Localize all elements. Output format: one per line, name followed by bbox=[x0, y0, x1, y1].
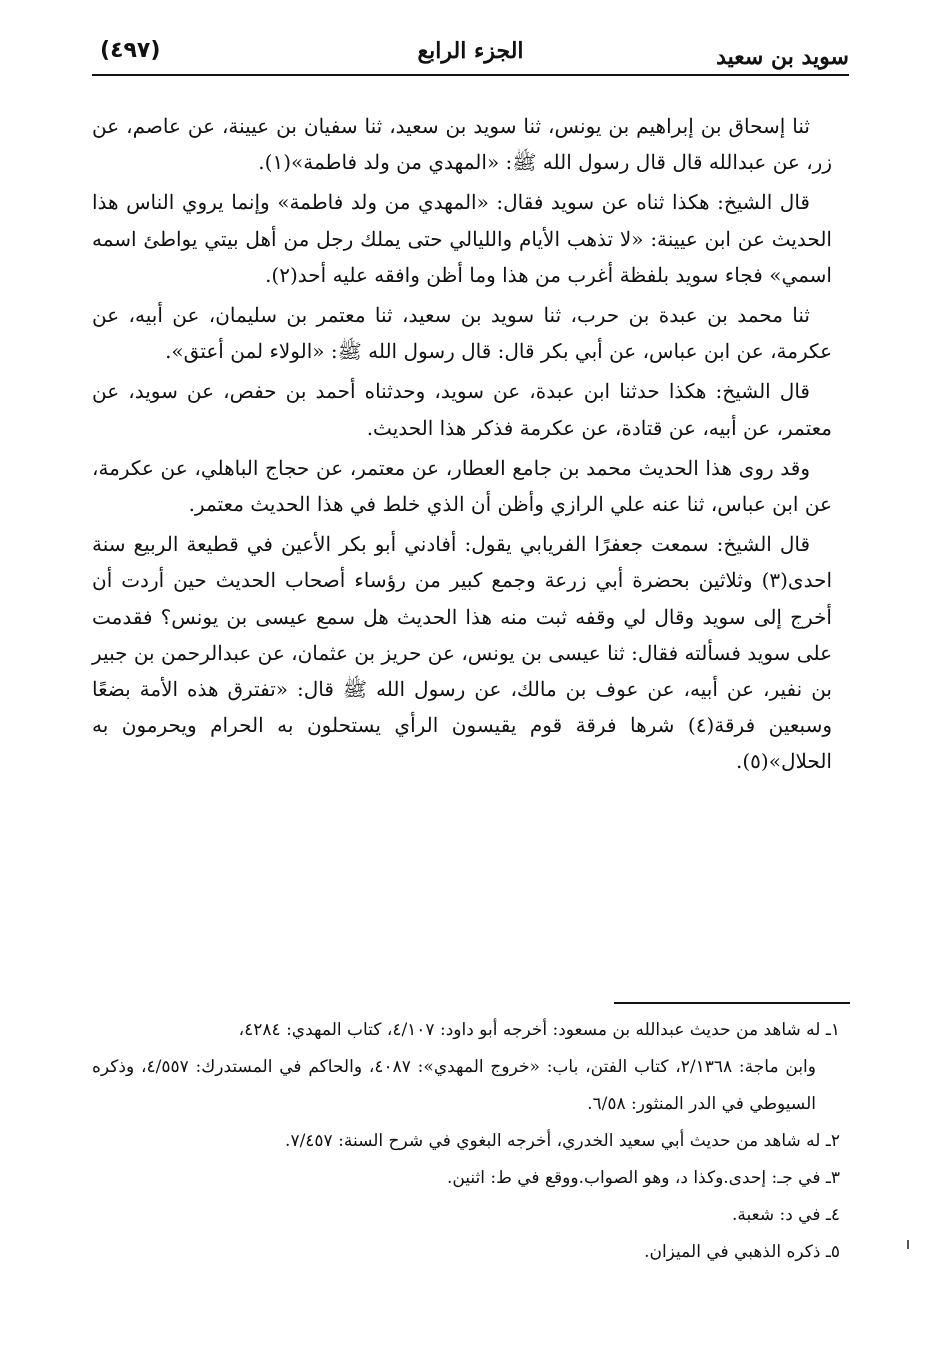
footnote-continuation: وابن ماجة: ٢/١٣٦٨، كتاب الفتن، باب: «خروج المهدي»: ٤٠٨٧، والحاكم في المستدرك: ٤/٥٥٧، وذكره السيوطي في الدر المنثور: ٦/٥٨. bbox=[92, 1057, 816, 1114]
paragraph: قال الشيخ: هكذا ثناه عن سويد فقال: «المهدي من ولد فاطمة» وإنما يروي الناس هذا الحديث عن ابن عيينة: «لا تذهب الأيام والليالي حتى يملك رجل من أهل بيتي يواطئ اسمه اسمي» فجاء سويد بلفظة أغرب من هذا وما أظن وافقه عليه أحد(٢). bbox=[92, 190, 832, 287]
scan-edge-mark bbox=[907, 1240, 909, 1249]
paragraph: ثنا محمد بن عبدة بن حرب، ثنا سويد بن سعيد، ثنا معتمر بن سليمان، عن أبيه، عن عكرمة، عن ابن عباس، عن أبي بكر قال: قال رسول الله ﷺ: «الولاء لمن أعتق». bbox=[92, 303, 832, 364]
paragraph: ثنا إسحاق بن إبراهيم بن يونس، ثنا سويد بن سعيد، ثنا سفيان بن عيينة، عن عاصم، عن زر، عن عبدالله قال قال رسول الله ﷺ: «المهدي من ولد فاطمة»(١). bbox=[92, 114, 832, 175]
footnote: ٣ـ في جـ: إحدى.وكذا د، وهو الصواب.ووقع في ط: اثنين. bbox=[446, 1168, 840, 1188]
footnote: ٤ـ في د: شعبة. bbox=[731, 1205, 840, 1225]
footnotes bbox=[92, 1012, 840, 1271]
footnote-divider bbox=[614, 1002, 850, 1004]
paragraph: وقد روى هذا الحديث محمد بن جامع العطار، عن معتمر، عن حجاج الباهلي، عن عكرمة، عن ابن عباس، ثنا عنه علي الرازي وأظن أن الذي خلط في هذا الحديث معتمر. bbox=[92, 455, 832, 517]
page-number: (٤٩٧) bbox=[100, 38, 161, 63]
page-header bbox=[92, 34, 849, 76]
paragraph: قال الشيخ: هكذا حدثنا ابن عبدة، عن سويد، وحدثناه أحمد بن حفص، عن سويد، عن معتمر، عن أبيه، عن قتادة، عن عكرمة فذكر هذا الحديث. bbox=[92, 379, 832, 440]
paragraph: قال الشيخ: سمعت جعفرًا الفريابي يقول: أفادني أبو بكر الأعين في قطيعة الربيع سنة احدى(٣) وثلاثين بحضرة أبي زرعة وجمع كبير من رؤساء أصحاب الحديث حين أردت أن أخرج إلى سويد وقال لي وقفه ثبت منه هذا الحديث هل سمع عيسى بن يونس؟ فقدمت على سويد فسألته فقال: ثنا عيسى بن يونس، عن حريز بن عثمان، عن عبدالرحمن بن جبير بن نفير، عن أبيه، عن عوف بن مالك، عن رسول الله ﷺ قال: «تفترق هذه الأمة بضعًا وسبعين فرقة(٤) شرها فرقة قوم يقيسون الرأي يستحلون به الحرام ويحرمون به الحلال»(٥). bbox=[92, 532, 832, 774]
footnote: ١ـ له شاهد من حديث عبدالله بن مسعود: أخرجه أبو داود: ٤/١٠٧، كتاب المهدي: ٤٢٨٤، bbox=[238, 1020, 840, 1040]
main-text bbox=[92, 108, 832, 784]
footnote: ٥ـ ذكره الذهبي في الميزان. bbox=[644, 1242, 840, 1262]
volume-title: الجزء الرابع bbox=[417, 38, 524, 64]
footnote: ٢ـ له شاهد من حديث أبي سعيد الخدري، أخرجه البغوي في شرح السنة: ٧/٤٥٧. bbox=[285, 1131, 840, 1151]
running-title: سويد بن سعيد bbox=[716, 44, 849, 70]
